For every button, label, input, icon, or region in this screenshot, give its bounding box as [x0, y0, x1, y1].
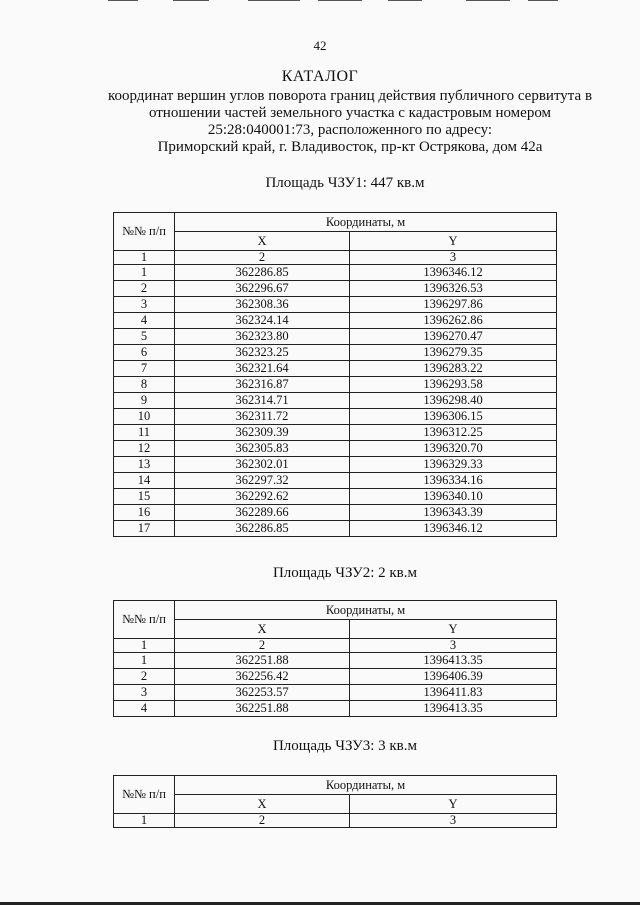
table-row [114, 425, 557, 441]
table-row [114, 685, 557, 701]
table-row [114, 521, 557, 537]
y-coordinate-cell: 1396340.10 [350, 489, 557, 505]
table-row [114, 265, 557, 281]
x-coordinate-cell: 362297.32 [175, 473, 350, 489]
table-row [114, 329, 557, 345]
y-coordinate-cell: 1396283.22 [350, 361, 557, 377]
row-number-cell: 4 [114, 701, 175, 717]
x-coordinate-cell: 362286.85 [175, 521, 350, 537]
x-coordinate-cell: 362323.25 [175, 345, 350, 361]
document-title: КАТАЛОГ [281, 68, 359, 85]
y-coordinate-cell: 1396297.86 [350, 297, 557, 313]
y-coordinate-cell: 1396411.83 [350, 685, 557, 701]
table-row [114, 669, 557, 685]
table-row [114, 377, 557, 393]
y-header: Y [350, 620, 557, 639]
y-coordinate-cell: 1396334.16 [350, 473, 557, 489]
table-row [114, 441, 557, 457]
document-subtitle [95, 88, 605, 156]
x-header: X [175, 795, 350, 814]
table-body [114, 653, 557, 717]
subtitle-line: Приморский край, г. Владивосток, пр-кт Острякова, дом 42а [157, 139, 543, 155]
num-header: №№ п/п [114, 213, 175, 251]
num-header: №№ п/п [114, 601, 175, 639]
x-coordinate-cell: 362253.57 [175, 685, 350, 701]
y-coordinate-cell: 1396406.39 [350, 669, 557, 685]
num-header: №№ п/п [114, 776, 175, 814]
column-number: 1 [114, 814, 175, 828]
x-coordinate-cell: 362286.85 [175, 265, 350, 281]
row-number-cell: 3 [114, 297, 175, 313]
coordinates-table-2 [113, 600, 557, 717]
row-number-cell: 11 [114, 425, 175, 441]
row-number-cell: 5 [114, 329, 175, 345]
column-number: 2 [175, 251, 350, 265]
x-header: X [175, 620, 350, 639]
row-number-cell: 2 [114, 281, 175, 297]
top-edge-rule [108, 0, 138, 1]
y-coordinate-cell: 1396326.53 [350, 281, 557, 297]
x-coordinate-cell: 362289.66 [175, 505, 350, 521]
x-coordinate-cell: 362308.36 [175, 297, 350, 313]
row-number-cell: 3 [114, 685, 175, 701]
row-number-cell: 8 [114, 377, 175, 393]
table-row [114, 473, 557, 489]
y-coordinate-cell: 1396270.47 [350, 329, 557, 345]
coordinates-table-3 [113, 775, 557, 828]
row-number-cell: 7 [114, 361, 175, 377]
y-coordinate-cell: 1396346.12 [350, 521, 557, 537]
y-coordinate-cell: 1396413.35 [350, 701, 557, 717]
table-row [114, 489, 557, 505]
y-coordinate-cell: 1396343.39 [350, 505, 557, 521]
area-label-2: Площадь ЧЗУ2: 2 кв.м [272, 565, 418, 581]
table-row [114, 281, 557, 297]
x-header: X [175, 232, 350, 251]
y-coordinate-cell: 1396306.15 [350, 409, 557, 425]
y-coordinate-cell: 1396279.35 [350, 345, 557, 361]
table-row [114, 505, 557, 521]
subtitle-line: отношении частей земельного участка с кадастровым номером [148, 105, 552, 121]
top-edge-rule [466, 0, 510, 1]
top-edge-rule [248, 0, 300, 1]
column-number: 3 [350, 639, 557, 653]
column-number: 2 [175, 814, 350, 828]
x-coordinate-cell: 362251.88 [175, 701, 350, 717]
y-coordinate-cell: 1396298.40 [350, 393, 557, 409]
top-edge-rule [528, 0, 558, 1]
top-edge-rule [173, 0, 209, 1]
row-number-cell: 9 [114, 393, 175, 409]
x-coordinate-cell: 362323.80 [175, 329, 350, 345]
top-edge-rule [318, 0, 362, 1]
x-coordinate-cell: 362309.39 [175, 425, 350, 441]
column-number: 2 [175, 639, 350, 653]
row-number-cell: 13 [114, 457, 175, 473]
row-number-cell: 12 [114, 441, 175, 457]
table-body [114, 265, 557, 537]
y-coordinate-cell: 1396262.86 [350, 313, 557, 329]
coords-header: Координаты, м [175, 776, 557, 795]
table-row [114, 393, 557, 409]
y-coordinate-cell: 1396312.25 [350, 425, 557, 441]
y-coordinate-cell: 1396293.58 [350, 377, 557, 393]
area-label-1: Площадь ЧЗУ1: 447 кв.м [265, 175, 425, 191]
row-number-cell: 1 [114, 265, 175, 281]
coordinates-table-1 [113, 212, 557, 537]
x-coordinate-cell: 362292.62 [175, 489, 350, 505]
row-number-cell: 15 [114, 489, 175, 505]
page-number: 42 [313, 38, 327, 53]
x-coordinate-cell: 362314.71 [175, 393, 350, 409]
row-number-cell: 10 [114, 409, 175, 425]
x-coordinate-cell: 362311.72 [175, 409, 350, 425]
table-row [114, 457, 557, 473]
column-number: 1 [114, 251, 175, 265]
table-row [114, 297, 557, 313]
coords-header: Координаты, м [175, 213, 557, 232]
x-coordinate-cell: 362302.01 [175, 457, 350, 473]
x-coordinate-cell: 362256.42 [175, 669, 350, 685]
row-number-cell: 16 [114, 505, 175, 521]
y-header: Y [350, 232, 557, 251]
x-coordinate-cell: 362251.88 [175, 653, 350, 669]
subtitle-line: 25:28:040001:73, расположенного по адресу: [207, 122, 493, 138]
row-number-cell: 17 [114, 521, 175, 537]
table-row [114, 409, 557, 425]
table-row [114, 313, 557, 329]
column-number: 3 [350, 814, 557, 828]
x-coordinate-cell: 362316.87 [175, 377, 350, 393]
row-number-cell: 6 [114, 345, 175, 361]
row-number-cell: 14 [114, 473, 175, 489]
x-coordinate-cell: 362305.83 [175, 441, 350, 457]
coords-header: Координаты, м [175, 601, 557, 620]
top-edge-rule [388, 0, 422, 1]
subtitle-line: координат вершин углов поворота границ действия публичного сервитута в [107, 88, 593, 104]
row-number-cell: 4 [114, 313, 175, 329]
row-number-cell: 1 [114, 653, 175, 669]
x-coordinate-cell: 362321.64 [175, 361, 350, 377]
table-row [114, 653, 557, 669]
table-row [114, 345, 557, 361]
y-coordinate-cell: 1396320.70 [350, 441, 557, 457]
x-coordinate-cell: 362296.67 [175, 281, 350, 297]
y-coordinate-cell: 1396413.35 [350, 653, 557, 669]
table-row [114, 701, 557, 717]
y-coordinate-cell: 1396329.33 [350, 457, 557, 473]
y-coordinate-cell: 1396346.12 [350, 265, 557, 281]
x-coordinate-cell: 362324.14 [175, 313, 350, 329]
column-number: 1 [114, 639, 175, 653]
row-number-cell: 2 [114, 669, 175, 685]
y-header: Y [350, 795, 557, 814]
table-row [114, 361, 557, 377]
column-number: 3 [350, 251, 557, 265]
area-label-3: Площадь ЧЗУ3: 3 кв.м [272, 738, 418, 754]
